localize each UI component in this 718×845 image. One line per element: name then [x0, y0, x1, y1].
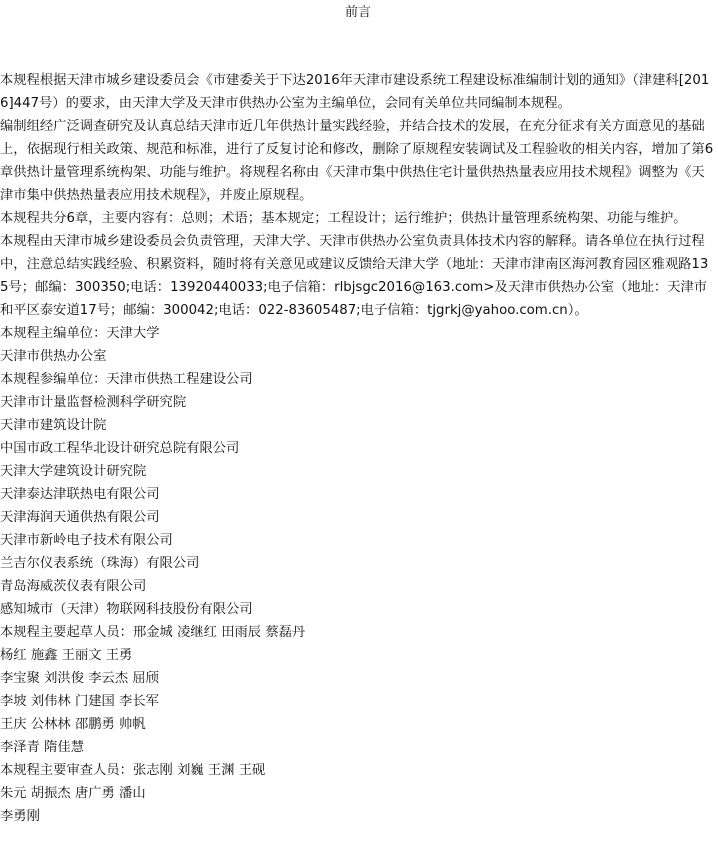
- paragraph-compilation: 编制组经广泛调查研究及认真总结天津市近几年供热计量实践经验，并结合技术的发展，在充分征求有关方面意见的基础上，依据现行相关政策、规范和标准，进行了反复讨论和修改，删除了原规程安装调试及工程验收的相关内容，增加了第6章供热计量管理系统构架、功能与维护。将规程名称由《天津市集中供热住宅计量供热热量表应用技术规程》调整为《天津市集中供热热量表应用技术规程》，并废止原规程。: [0, 119, 714, 203]
- document-body: [0, 69, 716, 828]
- chief-editor-unit: 本规程主编单位：天津大学: [0, 326, 160, 341]
- participating-unit: 感知城市（天津）物联网科技股份有限公司: [0, 602, 253, 617]
- participating-unit: 中国市政工程华北设计研究总院有限公司: [0, 441, 240, 456]
- drafters-line: 杨红 施鑫 王丽文 王勇: [0, 648, 133, 663]
- participating-unit: 天津大学建筑设计研究院: [0, 464, 147, 479]
- participating-unit: 天津海润天通供热有限公司: [0, 510, 160, 525]
- participating-unit: 天津市建筑设计院: [0, 418, 107, 433]
- document-title: 前言: [344, 5, 371, 20]
- reviewers-line: 朱元 胡振杰 唐广勇 潘山: [0, 786, 146, 801]
- chief-editor-unit: 天津市供热办公室: [0, 349, 107, 364]
- drafters-line: 李泽青 隋佳慧: [0, 740, 85, 755]
- drafters-line: 王庆 公林林 邵鹏勇 帅帆: [0, 717, 146, 732]
- reviewers-line: 本规程主要审查人员：张志刚 刘巍 王渊 王砚: [0, 763, 266, 778]
- participating-unit: 天津泰达津联热电有限公司: [0, 487, 160, 502]
- participating-unit: 兰吉尔仪表系统（珠海）有限公司: [0, 556, 200, 571]
- paragraph-management-contact: 本规程由天津市城乡建设委员会负责管理，天津大学、天津市供热办公室负责具体技术内容的解释。请各单位在执行过程中，注意总结实践经验、积累资料，随时将有关意见或建议反馈给天津大学（地址：天津市津南区海河教育园区雅观路135号；邮编：300350;电话：13920440033;电子信箱：rlbjsgc2016@163.com>及天津市供热办公室（地址：天津市和平区泰安道17号；邮编：300042;电话：022-83605487;电子信箱：tjgrkj@yahoo.com.cn）。: [0, 234, 709, 318]
- drafters-line: 李坡 刘伟林 门建国 李长军: [0, 694, 159, 709]
- drafters-line: 本规程主要起草人员：邢金城 凌继红 田雨辰 蔡磊丹: [0, 625, 306, 640]
- paragraph-contents: 本规程共分6章，主要内容有：总则；术语；基本规定；工程设计；运行维护；供热计量管理系统构架、功能与维护。: [0, 211, 687, 226]
- drafters-line: 李宝聚 刘洪俊 李云杰 屈颀: [0, 671, 159, 686]
- participating-unit: 本规程参编单位：天津市供热工程建设公司: [0, 372, 253, 387]
- participating-unit: 天津市计量监督检测科学研究院: [0, 395, 187, 410]
- participating-unit: 青岛海威茨仪表有限公司: [0, 579, 147, 594]
- reviewers-line: 李勇刚: [0, 809, 40, 824]
- participating-unit: 天津市新岭电子技术有限公司: [0, 533, 173, 548]
- paragraph-basis: 本规程根据天津市城乡建设委员会《市建委关于下达2016年天津市建设系统工程建设标准编制计划的通知》（津建科[2016]447号）的要求，由天津大学及天津市供热办公室为主编单位，会同有关单位共同编制本规程。: [0, 73, 710, 111]
